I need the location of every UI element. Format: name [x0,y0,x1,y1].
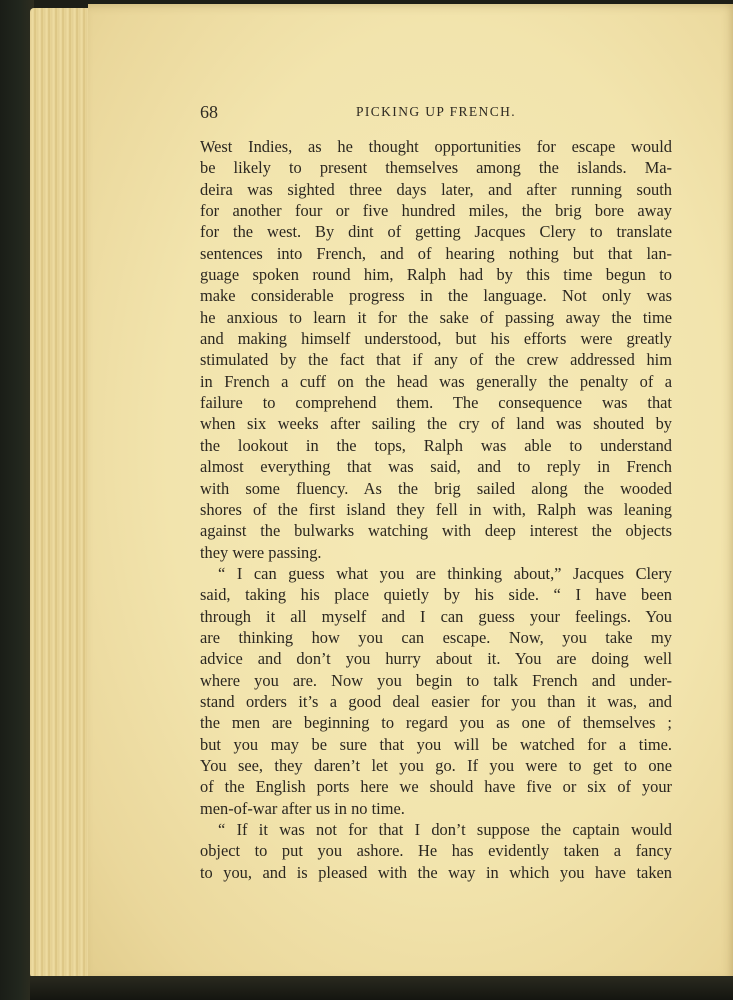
text-line: deira was sighted three days later, and after running south [200,179,672,199]
text-line: stand orders it’s a good deal easier for you than it was, and [200,691,672,711]
text-line: for the west. By dint of getting Jacques Clery to translate [200,222,672,242]
text-line: with some fluency. As the brig sailed along the wooded [200,478,672,498]
text-line: object to put you ashore. He has evidently taken a fancy [200,841,672,861]
text-line: when six weeks after sailing the cry of land was shouted by [200,414,672,434]
text-line: failure to comprehend them. The consequence was that [200,393,672,413]
text-line: stimulated by the fact that if any of the crew addressed him [200,350,672,370]
body-text [200,136,672,883]
text-line: “ I can guess what you are thinking about,” Jacques Clery [218,563,672,583]
text-line: advice and don’t you hurry about it. You are doing well [200,649,672,669]
text-line: sentences into French, and of hearing nothing but that lan- [200,243,672,263]
text-line: guage spoken round him, Ralph had by this time begun to [200,265,672,285]
text-line: he anxious to learn it for the sake of passing away the time [200,307,672,327]
running-head: PICKING UP FRENCH. [355,104,517,119]
text-line: where you are. Now you begin to talk French and under- [200,670,672,690]
text-line: shores of the first island they fell in with, Ralph was leaning [200,499,672,519]
text-line: they were passing. [200,542,322,562]
text-line: in French a cuff on the head was generally the penalty of a [200,371,672,391]
text-line: against the bulwarks watching with deep interest the objects [200,521,672,541]
page-number: 68 [200,102,218,122]
text-line: are thinking how you can escape. Now, you take my [200,627,672,647]
page-header [200,102,672,126]
text-line: almost everything that was said, and to reply in French [200,457,672,477]
page-bottom-shadow [30,976,733,1000]
text-line: You see, they daren’t let you go. If you were to get to one [200,755,672,775]
text-line: make considerable progress in the language. Not only was [200,286,672,306]
text-line: “ If it was not for that I don’t suppose the captain would [218,820,672,839]
text-line: men-of-war after us in no time. [200,798,405,818]
text-line: of the English ports here we should have five or six of your [200,777,672,797]
text-line: and making himself understood, but his efforts were greatly [200,329,672,349]
text-line: the lookout in the tops, Ralph was able to understand [200,435,672,455]
text-line: for another four or five hundred miles, the brig bore away [200,201,672,221]
text-line: said, taking his place quietly by his side. “ I have been [200,585,672,605]
text-line: West Indies, as he thought opportunities for escape would [200,137,672,156]
text-line: the men are beginning to regard you as one of themselves ; [200,713,672,733]
book-cover-edge [0,0,34,1000]
text-line: be likely to present themselves among the islands. Ma- [200,158,672,178]
text-line: but you may be sure that you will be watched for a time. [200,734,672,754]
text-line: through it all myself and I can guess your feelings. You [200,606,672,626]
text-line: to you, and is pleased with the way in which you have taken [200,862,672,882]
